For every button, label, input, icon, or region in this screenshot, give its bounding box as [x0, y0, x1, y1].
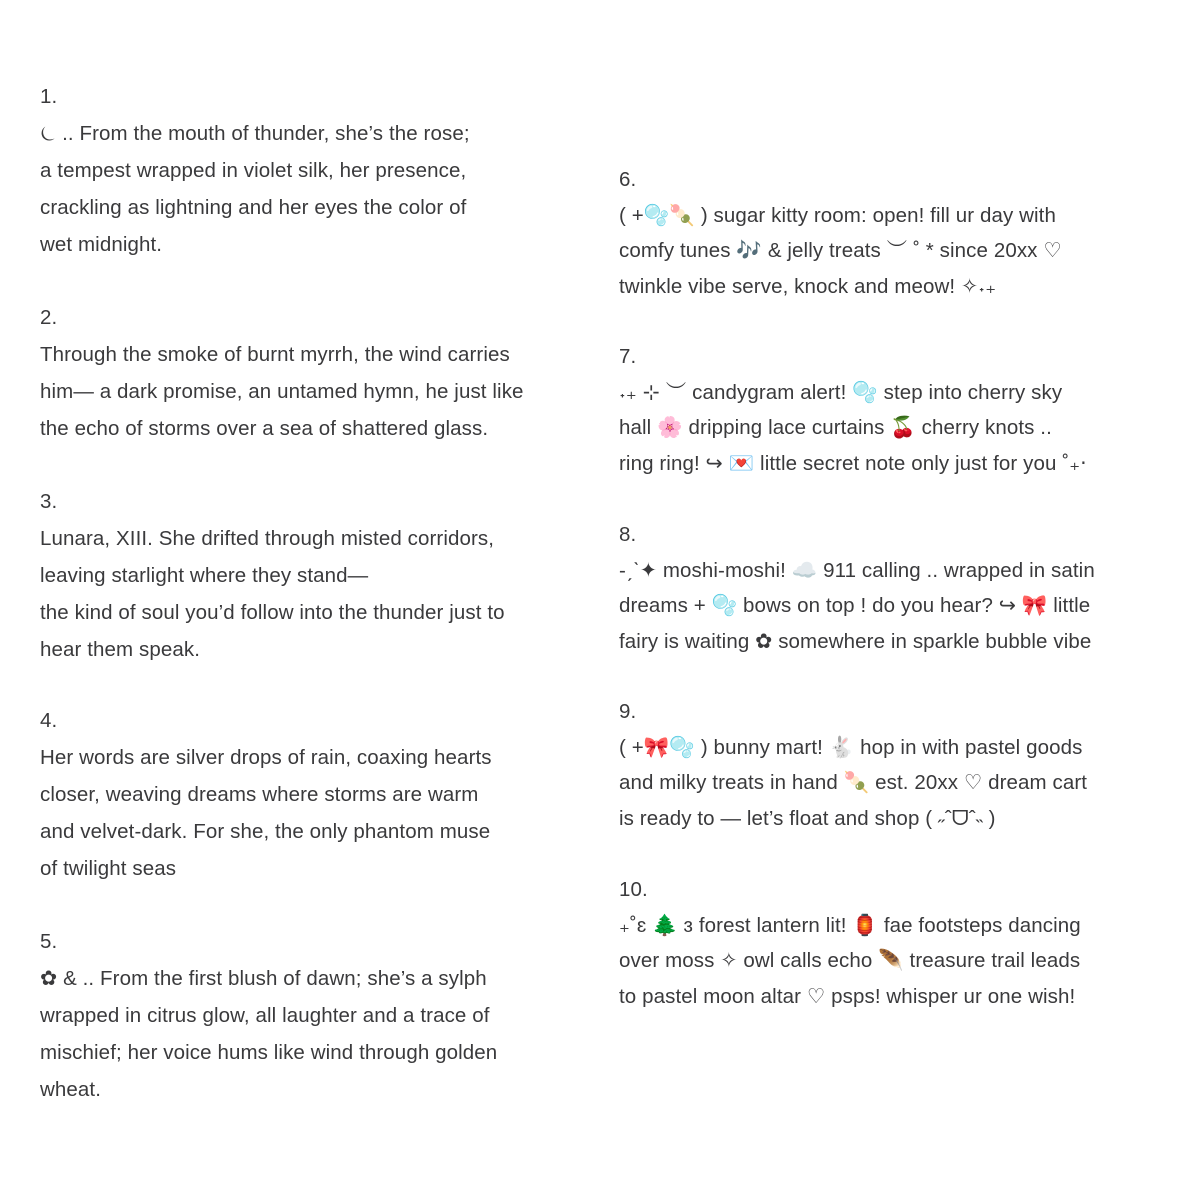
entry-line: ring ring! ↪ 💌 little secret note only just for you ˚₊‧ — [619, 451, 1087, 475]
entry-10 — [619, 872, 1159, 1014]
entry-line: closer, weaving dreams where storms are warm — [40, 783, 479, 806]
entry-line: crackling as lightning and her eyes the color of — [40, 196, 467, 219]
entry-line: and milky treats in hand 🍡 est. 20xx ♡ dream cart — [619, 771, 1088, 795]
entry-6 — [619, 162, 1159, 304]
entry-number: 10. — [619, 878, 648, 901]
entry-4 — [40, 702, 600, 887]
entry-number: 6. — [619, 168, 637, 191]
entry-line: wrapped in citrus glow, all laughter and a trace of — [40, 1004, 490, 1027]
entry-line: fairy is waiting ✿ somewhere in sparkle bubble vibe — [619, 629, 1092, 653]
entry-line: wheat. — [40, 1078, 101, 1101]
entry-1 — [40, 78, 600, 263]
entry-line: a tempest wrapped in violet silk, her presence, — [40, 159, 467, 182]
entry-line: ( +🎀🫧 ) bunny mart! 🐇 hop in with pastel goods — [619, 735, 1083, 759]
entry-line: of twilight seas — [40, 857, 177, 880]
entry-number: 5. — [40, 930, 58, 953]
entry-line: the kind of soul you’d follow into the thunder just to — [40, 601, 505, 624]
entry-7 — [619, 339, 1159, 481]
entry-line: wet midnight. — [40, 233, 163, 256]
entry-number: 4. — [40, 709, 58, 732]
entry-line: -ˏˋ✦ moshi-moshi! ☁️ 911 calling .. wrapped in satin — [619, 558, 1095, 582]
entry-line: him— a dark promise, an untamed hymn, he just like — [40, 380, 524, 403]
entry-line: and velvet-dark. For she, the only phantom muse — [40, 820, 491, 843]
entry-line: ( +🫧🍡 ) sugar kitty room: open! fill ur day with — [619, 203, 1056, 227]
entry-line: ⏾ .. From the mouth of thunder, she’s the rose; — [40, 122, 470, 145]
entry-number: 7. — [619, 345, 637, 368]
entry-line: over moss ✧ owl calls echo 🪶 treasure trail leads — [619, 949, 1081, 973]
entry-number: 3. — [40, 490, 58, 513]
entry-2 — [40, 299, 600, 447]
entry-number: 8. — [619, 523, 637, 546]
entry-line: mischief; her voice hums like wind through golden — [40, 1041, 498, 1064]
entry-line: leaving starlight where they stand— — [40, 564, 369, 587]
entry-line: twinkle vibe serve, knock and meow! ✧˖₊ — [619, 274, 997, 298]
entry-number: 9. — [619, 700, 637, 723]
entry-line: ✿ & .. From the first blush of dawn; she’s a sylph — [40, 967, 487, 990]
entry-number: 1. — [40, 85, 58, 108]
entry-line: Her words are silver drops of rain, coaxing hearts — [40, 746, 492, 769]
entry-5 — [40, 923, 600, 1108]
entry-line: hall 🌸 dripping lace curtains 🍒 cherry knots .. — [619, 416, 1052, 440]
entry-3 — [40, 483, 600, 668]
entry-line: is ready to — let’s float and shop ( ˶ˆᗜˆ˵ ) — [619, 806, 996, 830]
entry-line: the echo of storms over a sea of shattered glass. — [40, 417, 489, 440]
entry-line: to pastel moon altar ♡ psps! whisper ur one wish! — [619, 984, 1076, 1008]
entry-line: ₊˚ɛ 🌲 ɜ forest lantern lit! 🏮 fae footsteps dancing — [619, 913, 1081, 937]
entry-line: hear them speak. — [40, 638, 200, 661]
entry-line: comfy tunes 🎶 & jelly treats ︶ ˚ * since 20xx ♡ — [619, 239, 1062, 263]
entry-number: 2. — [40, 306, 58, 329]
entry-line: Through the smoke of burnt myrrh, the wind carries — [40, 343, 510, 366]
entry-line: Lunara, XIII. She drifted through misted corridors, — [40, 527, 495, 550]
entry-line: dreams + 🫧 bows on top ! do you hear? ↪ 🎀 little — [619, 594, 1091, 618]
entry-9 — [619, 694, 1159, 836]
entry-line: ˖₊ ⊹ ︶ candygram alert! 🫧 step into cherry sky — [619, 380, 1063, 404]
entry-8 — [619, 517, 1159, 659]
